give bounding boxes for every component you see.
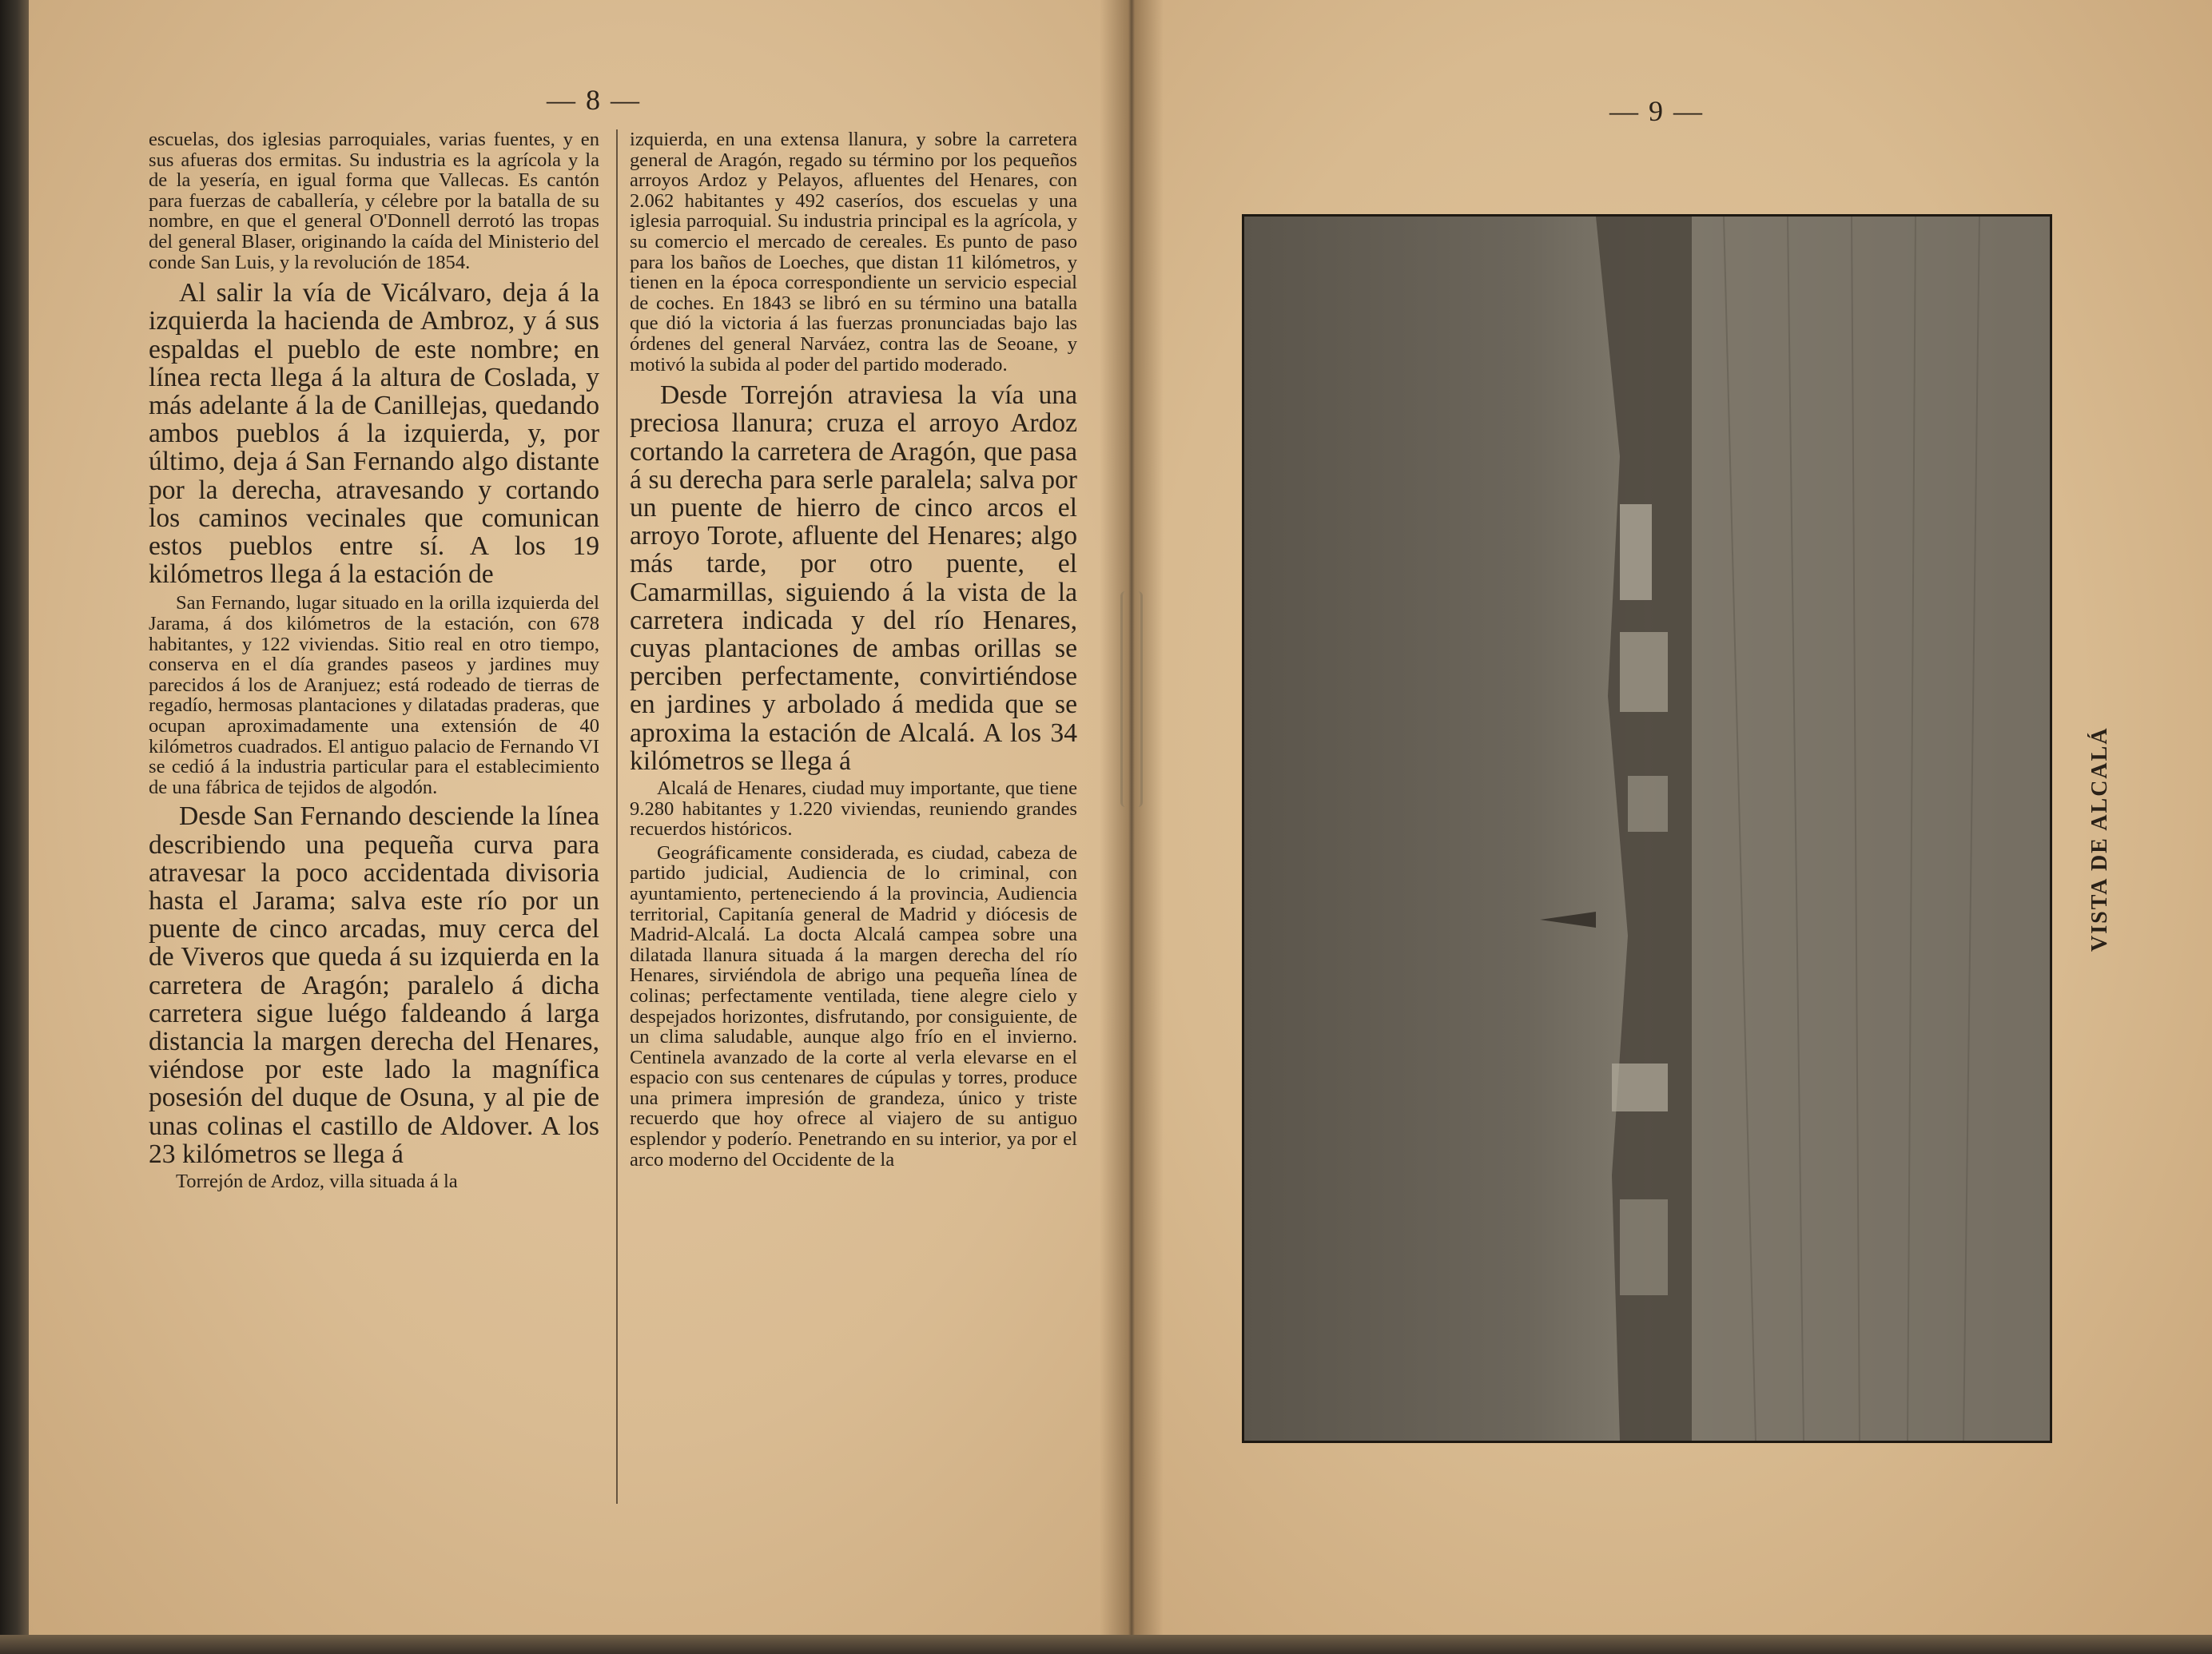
page-number-9: — 9 — [1609,95,1704,127]
book-cover-edge [0,0,29,1654]
binding-stitch [1120,591,1143,807]
left-column-2 [630,129,1077,1170]
book-bottom-edge [0,1635,2212,1654]
plate-engraving [1244,217,2050,1441]
paragraph-desde-san-fernando: Desde San Fernando desciende la línea describiendo una pequeña curva para atravesar la poco accidentada divisoria hasta el Jarama; salva este río por un puente de cinco arcadas, muy cerca del de Viveros que queda á su izquierda en la carretera de Aragón; paralelo á dicha carretera sigue luégo faldeando á larga distancia la margen derecha del Henares, viéndose por este lado la magnífica posesión del duque de Osuna, y al pie de unas colinas el castillo de Aldover. A los 23 kilómetros se llega á [149,801,599,1169]
plate-building [1620,632,1668,712]
paragraph-torrejon-start: Torrejón de Ardoz, villa situada á la [176,1170,458,1192]
paragraph-alcala-de-henares: Alcalá de Henares, ciudad muy importante, que tiene 9.280 habitantes y 1.220 viviendas, reuniendo grandes recuerdos históricos. [630,777,1077,841]
paragraph-torrejon: izquierda, en una extensa llanura, y sobre la carretera general de Aragón, regado su término por los pequeños arroyos Ardoz y Pelayos, afluentes del Henares, con 2.062 habitantes y 492 caseríos, dos escuelas y una iglesia parroquial. Su industria principal es la agrícola, y su comercio el mercado de cereales. Es punto de paso para los baños de Loeches, que distan 11 kilómetros, y tienen en la época correspondiente un servicio especial de coches. En 1843 se libró en su término una batalla que dió la victoria á las fuerzas pronunciadas bajo las órdenes del general Narváez, contra las de Seoane, y motivó la subida al poder del partido moderado. [630,129,1077,376]
page-number-8: — 8 — [547,84,641,116]
left-page [29,0,1132,1638]
column-divider [616,129,618,1504]
alcala-view-plate [1242,214,2052,1443]
paragraph-desde-torrejon: Desde Torrejón atraviesa la vía una preciosa llanura; cruza el arroyo Ardoz cortando la carretera de Aragón, que pasa á su derecha para serle paralela; salva por un puente de hierro de cinco arcos el arroyo Torote, afluente del Henares; algo más tarde, por otro puente, el Camarmillas, siguiendo á la vista de la carretera indicada y del río Henares, cuyas plantaciones de ambas orillas se perciben perfectamente, convirtiéndose en jardines y arbolado á medida que se aproxima la estación de Alcalá. A los 34 kilómetros se llega á [630,380,1077,776]
book-gutter [1100,0,1164,1638]
paragraph-salir-vicalvaro: Al salir la vía de Vicálvaro, deja á la izquierda la hacienda de Ambroz, y á sus espaldas el pueblo de este nombre; en línea recta llega á la altura de Coslada, y más adelante á la de Canillejas, quedando ambos pueblos á la izquierda, y, por último, deja á San Fernando algo distante por la derecha, atravesando y cortando los caminos vecinales que comunican estos pueblos entre sí. A los 19 kilómetros llega á la estación de [149,278,599,590]
paragraph-vicalvaro-end: escuelas, dos iglesias parroquiales, varias fuentes, y en sus afueras dos ermitas. Su industria es la agrícola y la de la yesería, en igual forma que Vallecas. Es cantón para fuerzas de caballería, y célebre por la batalla de su nombre, en que el general O'Donnell derrotó las tropas del general Blaser, originando la caída del Ministerio del conde San Luis, y la revolución de 1854. [149,129,599,273]
paragraph-san-fernando: San Fernando, lugar situado en la orilla izquierda del Jarama, á dos kilómetros de la estación, con 678 habitantes, y 122 viviendas. Sitio real en otro tiempo, conserva en el día grandes paseos y jardines muy parecidos á los de Aranjuez; está rodeado de tierras de regadío, hermosas plantaciones y dilatadas praderas, que ocupan aproximadamente una extensión de 40 kilómetros cuadrados. El antiguo palacio de Fernando VI se cedió á la industria particular para el establecimiento de una fábrica de tejidos de algodón. [149,592,599,798]
plate-building [1628,776,1668,832]
paragraph-geograficamente: Geográficamente considerada, es ciudad, cabeza de partido judicial, Audiencia de lo criminal, con ayuntamiento, perteneciendo á la provincia, Audiencia territorial, Capitanía general de Madrid y diócesis de Madrid-Alcalá. La docta Alcalá campea sobre una dilatada llanura situada á la margen derecha del río Henares, sirviéndola de abrigo una pequeña línea de colinas; perfectamente ventilada, tiene alegre cielo y despejados horizontes, disfrutando, por consiguiente, de un clima saludable, aunque algo frío en el invierno. Centinela avanzado de la corte al verla elevarse en el espacio con sus centenares de cúpulas y torres, produce una primera impresión de grandeza, único y triste recuerdo que hoy ofrece al viajero de su antiguo esplendor y poderío. Penetrando en su interior, ya por el arco moderno del Occidente de la [630,841,1077,1171]
plate-caption: VISTA DE ALCALÁ [2087,726,2112,952]
plate-building [1620,504,1652,600]
left-column-1 [149,129,599,1192]
plate-building [1620,1199,1668,1295]
plate-field [1692,217,2050,1441]
plate-building [1612,1064,1668,1111]
